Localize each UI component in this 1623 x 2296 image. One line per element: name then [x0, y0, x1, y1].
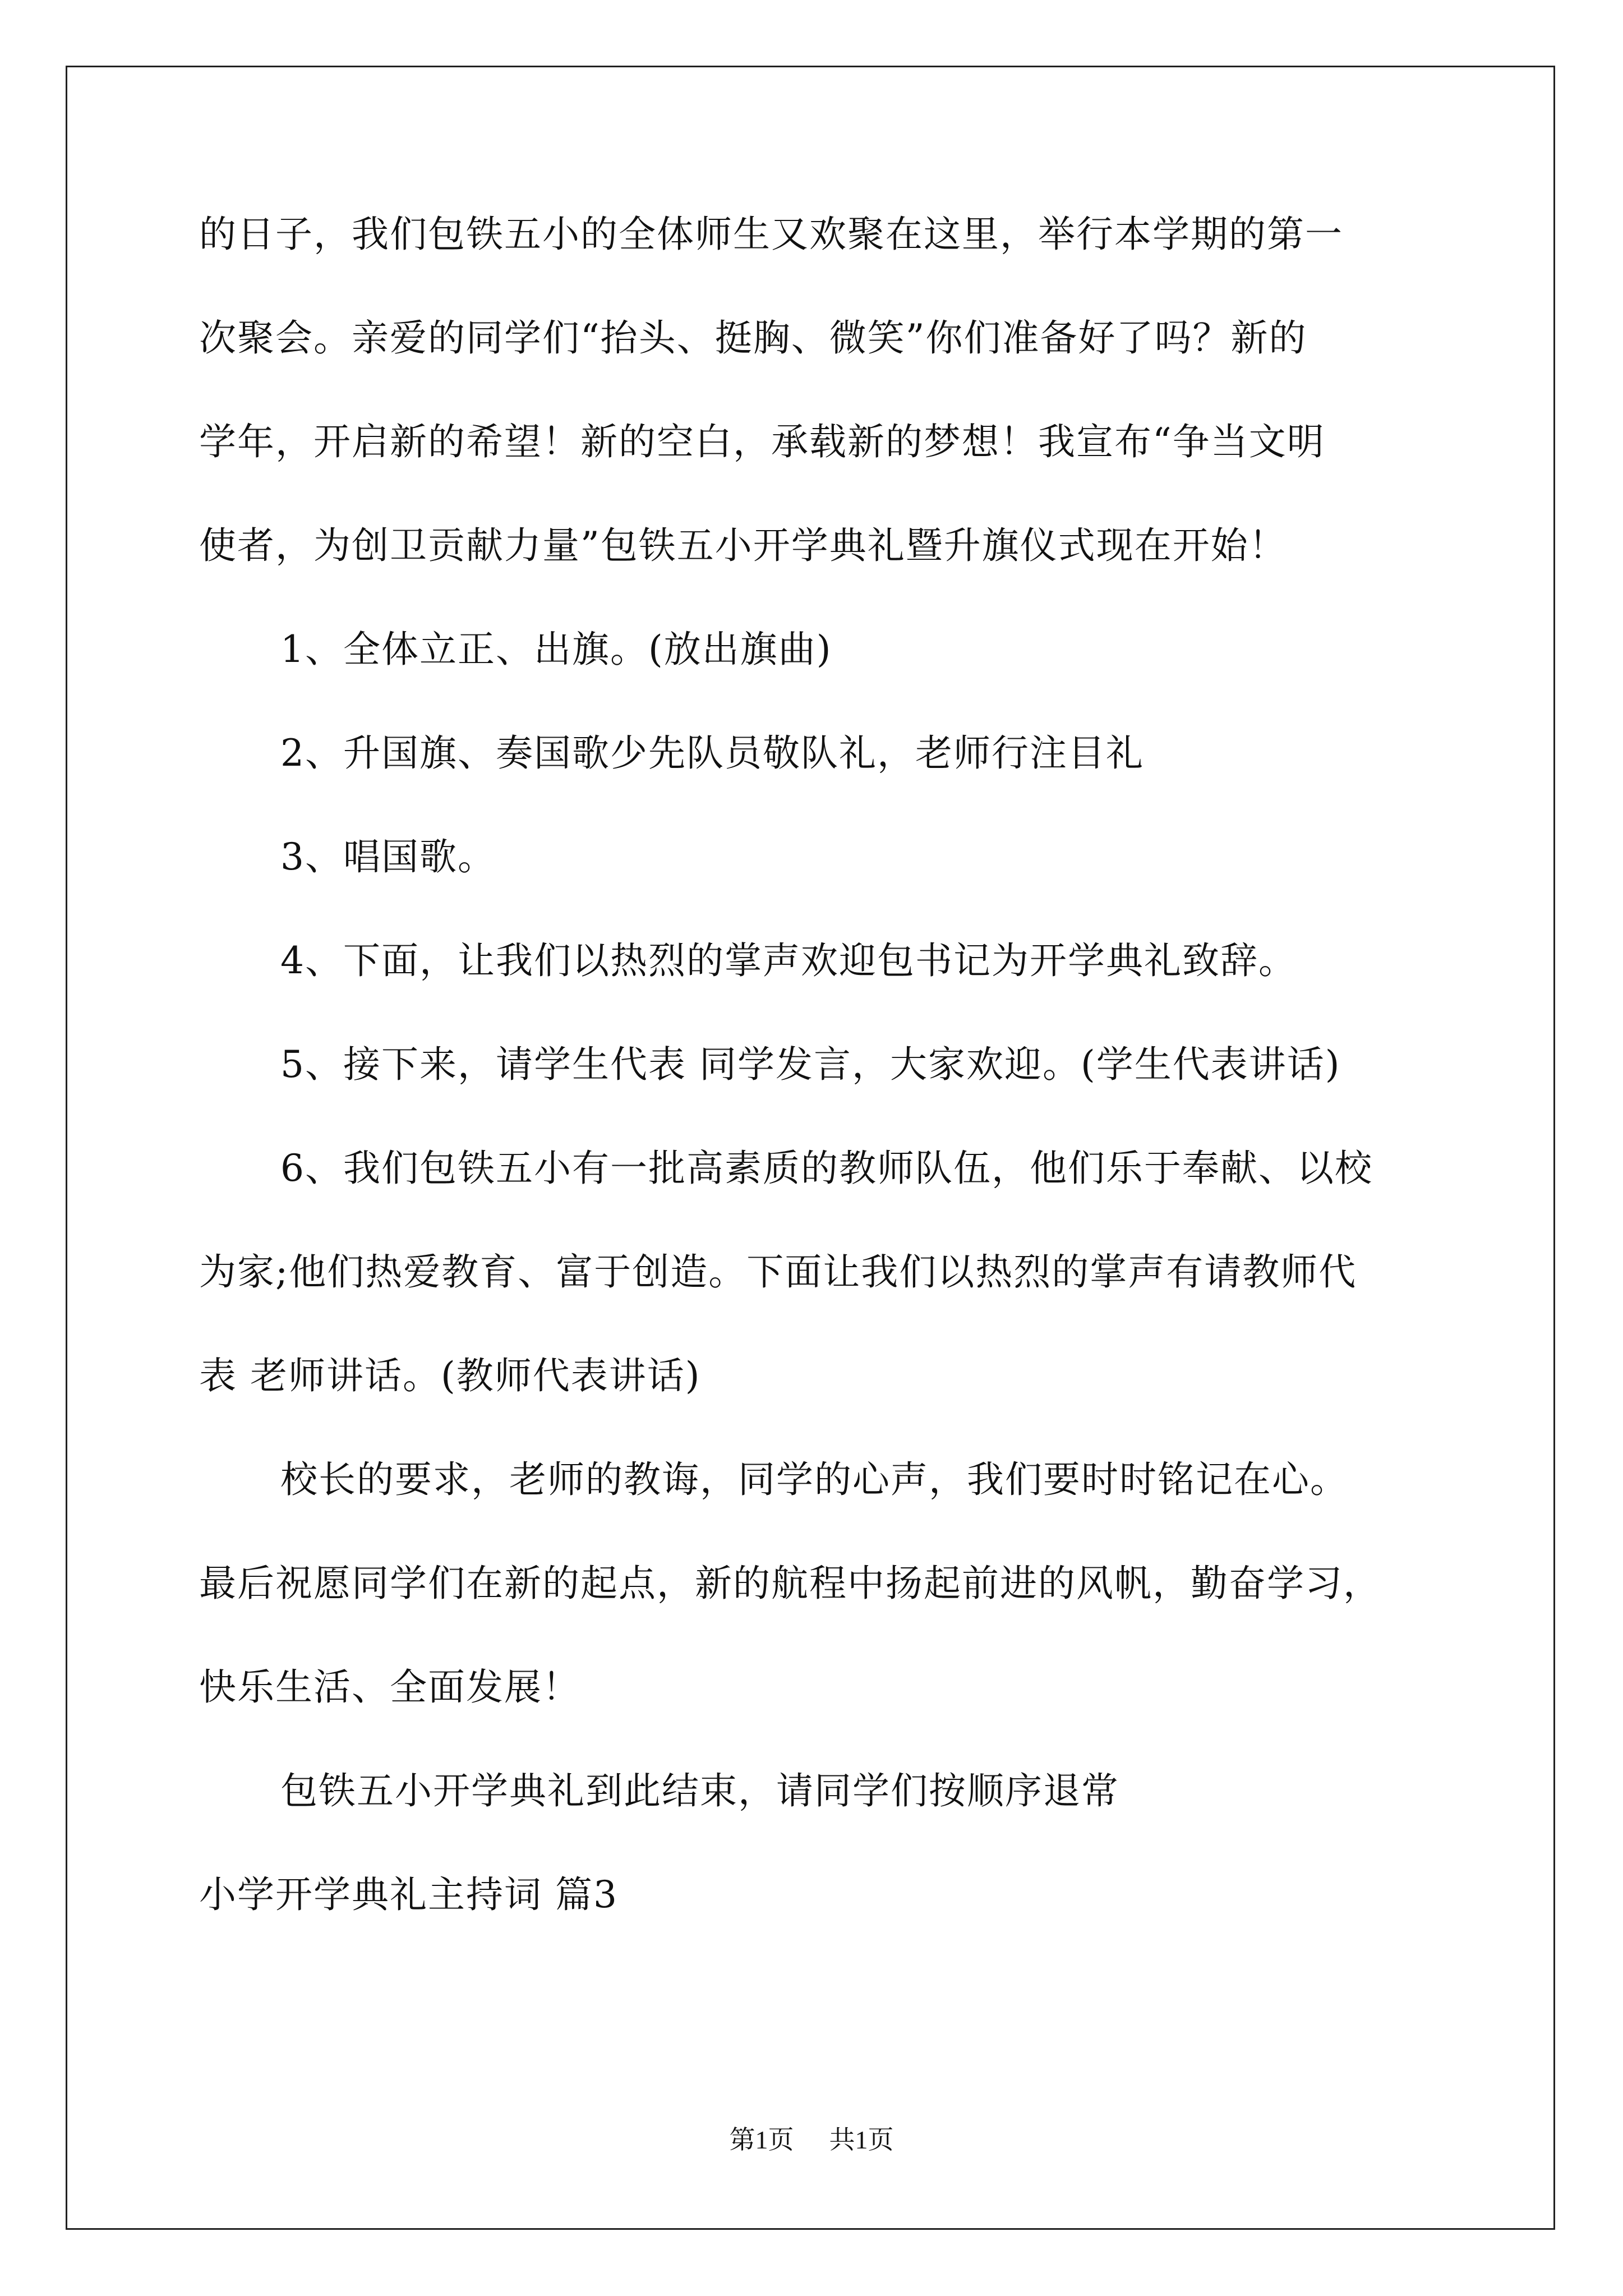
paragraph-line: 的日子，我们包铁五小的全体师生又欢聚在这里，举行本学期的第一	[199, 213, 1343, 256]
section-heading: 小学开学典礼主持词 篇3	[199, 1873, 618, 1916]
paragraph-line: 最后祝愿同学们在新的起点，新的航程中扬起前进的风帆，勤奋学习，	[199, 1562, 1381, 1605]
list-item: 2、升国旗、奏国歌少先队员敬队礼，老师行注目礼	[280, 731, 1144, 775]
list-item: 1、全体立正、出旗。(放出旗曲)	[280, 628, 832, 671]
paragraph-line: 表 老师讲话。(教师代表讲话)	[199, 1354, 701, 1397]
list-item: 5、接下来，请学生代表 同学发言，大家欢迎。(学生代表讲话)	[280, 1043, 1341, 1086]
document-body	[199, 213, 1433, 1916]
paragraph-line: 快乐生活、全面发展！	[199, 1665, 580, 1709]
page-footer	[0, 2126, 1623, 2154]
list-item: 3、唱国歌。	[280, 835, 496, 878]
paragraph-line: 为家;他们热爱教育、富于创造。下面让我们以热烈的掌声有请教师代	[199, 1250, 1357, 1294]
list-item: 4、下面，让我们以热烈的掌声欢迎包书记为开学典礼致辞。	[280, 939, 1297, 982]
list-item: 6、我们包铁五小有一批高素质的教师队伍，他们乐于奉献、以校	[280, 1147, 1373, 1190]
page-total: 共1页	[829, 2125, 894, 2154]
paragraph-line: 使者，为创卫贡献力量”包铁五小开学典礼暨升旗仪式现在开始！	[199, 524, 1287, 567]
page-number: 第1页	[729, 2125, 794, 2154]
paragraph-line: 校长的要求，老师的教诲，同学的心声，我们要时时铭记在心。	[280, 1458, 1348, 1501]
paragraph-line: 次聚会。亲爱的同学们“抬头、挺胸、微笑”你们准备好了吗？新的	[199, 316, 1307, 360]
paragraph-line: 包铁五小开学典礼到此结束，请同学们按顺序退常	[280, 1769, 1119, 1812]
paragraph-line: 学年，开启新的希望！新的空白，承载新的梦想！我宣布“争当文明	[199, 420, 1325, 463]
